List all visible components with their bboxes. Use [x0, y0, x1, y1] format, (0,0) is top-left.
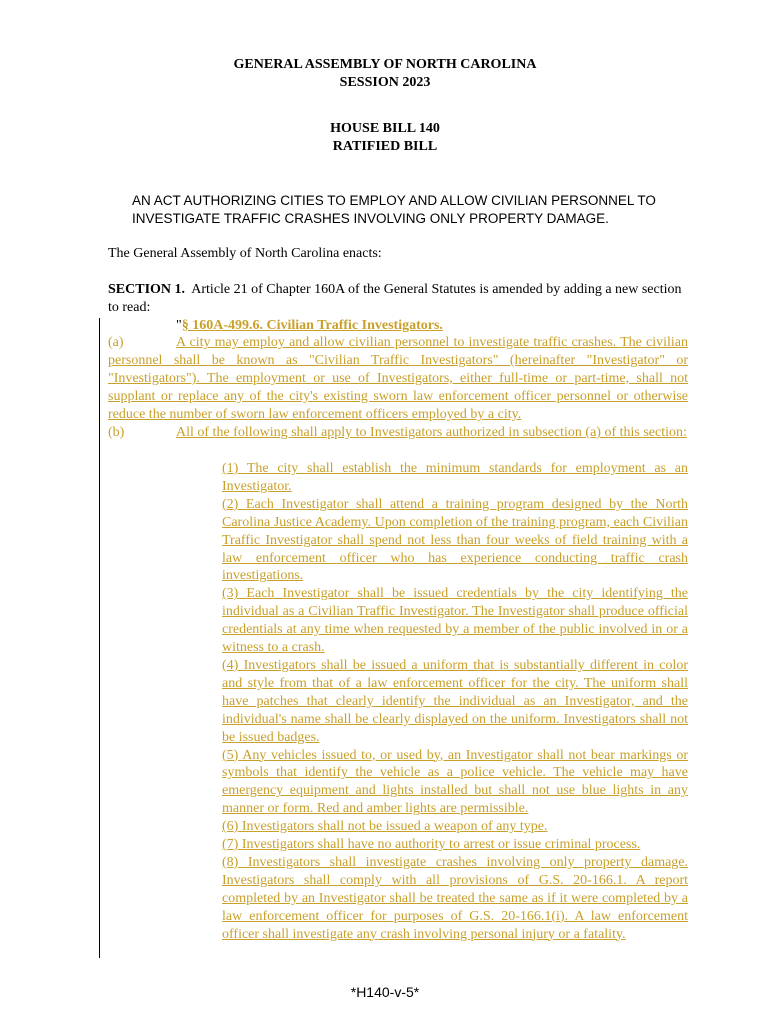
list-item: (8) Investigators shall investigate crashes involving only property damage. Investigators shall comply with all provisions of G.S. 20-166.1. A report completed by an Investigator shall be treated the same as if it were completed by a law enforcement officer for purposes of G.S. 20-166.1(i). A law enforcement officer shall investigate any crash involving personal injury or a fatality.: [222, 854, 689, 942]
list-item: (7) Investigators shall have no authority to arrest or issue criminal process.: [222, 837, 641, 853]
list-item: (2) Each Investigator shall attend a training program designed by the North Carolina Justice Academy. Upon completion of the training program, each Civilian Traffic Investigator shall spend not less than four weeks of field training with a law enforcement officer who has experience conducting traffic crash investigations.: [222, 496, 689, 584]
act-title: AN ACT AUTHORIZING CITIES TO EMPLOY AND ALLOW CIVILIAN PERSONNEL TO INVESTIGATE TRAFFIC CRASHES INVOLVING ONLY PROPERTY DAMAGE.: [132, 193, 656, 226]
subsection-b-items: [222, 460, 688, 943]
bill-status: RATIFIED BILL: [332, 139, 438, 154]
document-header-bill: [0, 120, 770, 156]
statute-heading-row: [108, 317, 688, 335]
subsection-b: [108, 424, 688, 442]
list-item: (1) The city shall establish the minimum standards for employment as an Investigator.: [222, 461, 688, 494]
open-quote: ": [176, 318, 182, 333]
statute-heading: § 160A-499.6. Civilian Traffic Investigators.: [181, 318, 443, 333]
subsection-a-text: A city may employ and allow civilian personnel to investigate traffic crashes. The civilian personnel shall be known as "Civilian Traffic Investigators" (hereinafter "Investigator" or "Investigators"). The employment or use of Investigators, either full-time or part-time, shall not supplant or replace any of the city's existing sworn law enforcement officer personnel or otherwise reduce the number of sworn law enforcement officers employed by a city.: [108, 335, 688, 422]
assembly-name: GENERAL ASSEMBLY OF NORTH CAROLINA: [233, 57, 537, 72]
section-text: Article 21 of Chapter 160A of the General Statutes is amended by adding a new section to read:: [108, 282, 682, 315]
subsection-b-label: (b): [108, 425, 125, 440]
list-item: (5) Any vehicles issued to, or used by, an Investigator shall not bear markings or symbols that identify the vehicle as a police vehicle. The vehicle may have emergency equipment and lights installed but shall not use blue lights in any manner or form. Red and amber lights are permissible.: [222, 747, 688, 817]
barcode-footer: *H140-v-5*: [350, 984, 420, 1000]
section-1-intro: [108, 281, 688, 317]
session-year: SESSION 2023: [339, 75, 431, 90]
list-item: (3) Each Investigator shall be issued credentials by the city identifying the individual as a Civilian Traffic Investigator. The Investigator shall produce official credentials at any time when requested by a member of the public involved in or a witness to a crash.: [222, 586, 689, 656]
document-header-top: [0, 56, 770, 92]
list-item: (4) Investigators shall be issued a uniform that is substantially different in color and style from that of a law enforcement officer for the city. The uniform shall have patches that clearly identify the individual as an Investigator, and the individual's name shall be clearly displayed on the uniform. Investigators shall not be issued badges.: [222, 657, 689, 745]
subsection-b-text: All of the following shall apply to Investigators authorized in subsection (a) of this section:: [176, 425, 687, 440]
bill-number: HOUSE BILL 140: [330, 121, 440, 136]
subsection-a-label: (a): [108, 335, 124, 350]
revision-bar: [99, 318, 100, 958]
subsection-a: [108, 334, 688, 424]
section-label: SECTION 1.: [108, 282, 186, 297]
enacting-clause: The General Assembly of North Carolina enacts:: [108, 246, 382, 261]
list-item: (6) Investigators shall not be issued a weapon of any type.: [222, 819, 548, 835]
